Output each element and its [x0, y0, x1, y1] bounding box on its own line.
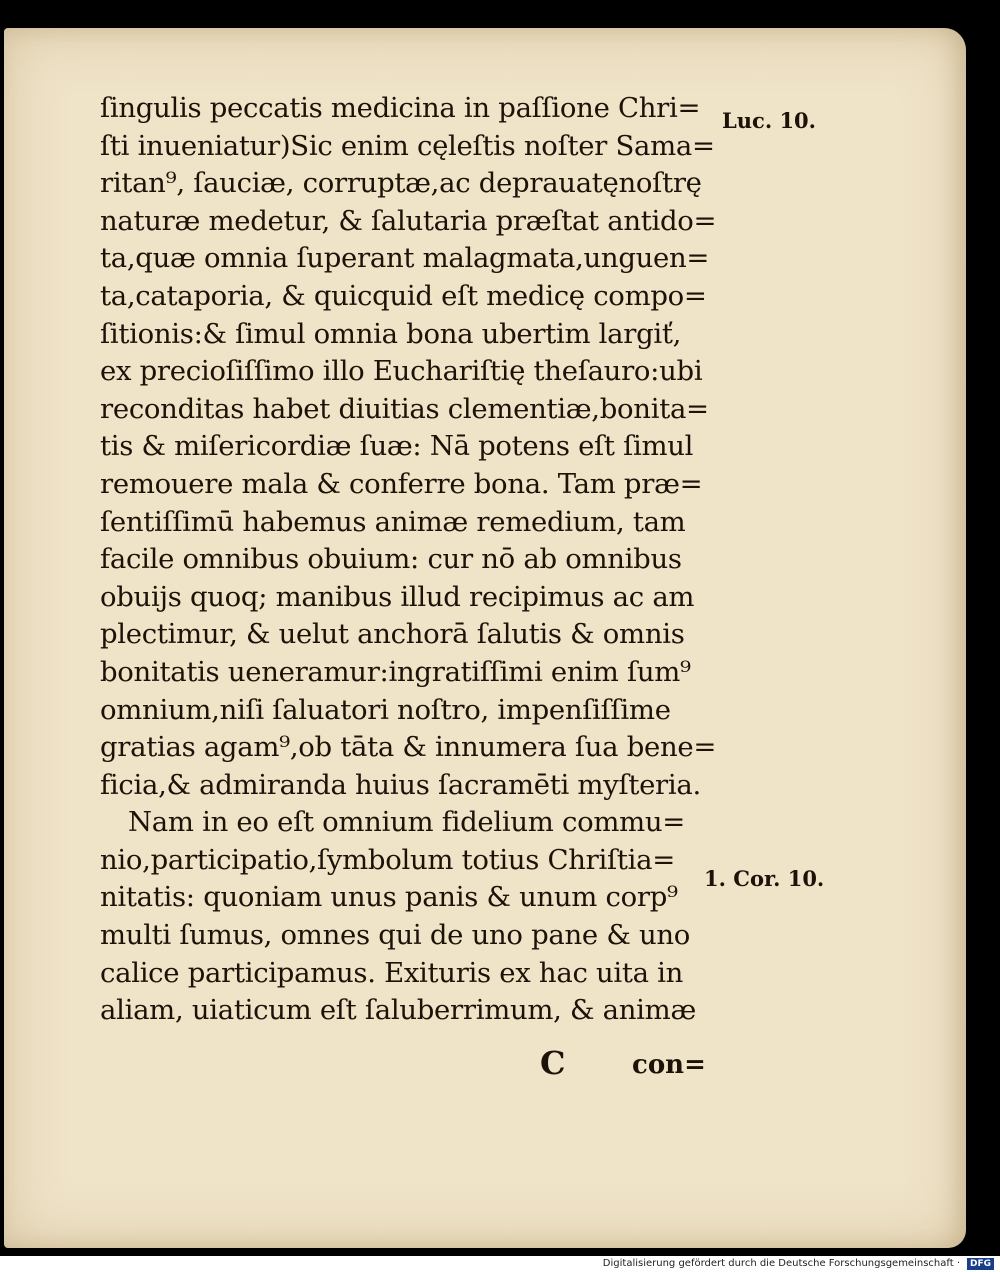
text-line: tis & miſericordiæ ſuæ: Nā potens eſt ſimul: [100, 430, 694, 463]
text-line: nitatis: quoniam unus panis & unum corp⁹: [100, 881, 678, 914]
footer-bar: [0, 1256, 1000, 1272]
text-line: ex precioſiſſimo illo Euchariſtię theſauro:ubi: [100, 355, 703, 388]
main-text-block: [100, 90, 717, 1030]
text-line: bonitatis ueneramur:ingratiſſimi enim ſum⁹: [100, 655, 691, 688]
text-line: omnium,niſi ſaluatori noſtro, impenſiſſime: [100, 693, 671, 726]
text-line: ta,quæ omnia ſuperant malagmata,unguen=: [100, 242, 710, 275]
text-line: naturæ medetur, & ſalutaria præſtat antido=: [100, 204, 717, 237]
paragraph-start-line: Nam in eo eſt omnium fidelium commu=: [128, 806, 686, 839]
text-line: ta,cataporia, & quicquid eſt medicę compo=: [100, 279, 707, 312]
text-line: gratias agam⁹,ob tāta & innumera ſua bene=: [100, 731, 717, 764]
text-line: remouere mala & conferre bona. Tam præ=: [100, 467, 703, 500]
text-line: ſti inueniatur)Sic enim cęleſtis noſter Sama=: [100, 129, 715, 162]
marginal-note-cor: 1. Cor. 10.: [704, 866, 825, 891]
text-line: ficia,& admiranda huius ſacramēti myſteria.: [100, 768, 701, 801]
funding-credit: Digitalisierung gefördert durch die Deutsche Forschungsgemeinschaft ·: [602, 1258, 960, 1269]
text-line: plectimur, & uelut anchorā ſalutis & omnis: [100, 618, 685, 651]
text-line: ſentiſſimū habemus animæ remedium, tam: [100, 505, 686, 538]
text-line: ſitionis:& ſimul omnia bona ubertim largiť,: [100, 317, 682, 350]
signature-mark: C: [540, 1044, 566, 1082]
dfg-logo: DFG: [967, 1258, 994, 1270]
text-line: ritan⁹, ſauciæ, corruptæ,ac deprauatęnoſtrę: [100, 167, 702, 200]
catchword: con=: [632, 1050, 706, 1080]
text-line: calice participamus. Exituris ex hac uita in: [100, 956, 684, 989]
page-foot: [100, 1044, 706, 1084]
text-line: multi ſumus, omnes qui de uno pane & uno: [100, 919, 691, 952]
text-line: facile omnibus obuium: cur nō ab omnibus: [100, 543, 682, 576]
book-page: [4, 28, 966, 1248]
text-line: reconditas habet diuitias clementiæ,bonita=: [100, 392, 709, 425]
text-line: nio,participatio,ſymbolum totius Chriſtia=: [100, 843, 675, 876]
marginal-note-luc: Luc. 10.: [722, 108, 816, 133]
text-line: aliam, uiaticum eſt ſaluberrimum, & animæ: [100, 994, 697, 1027]
text-line: ſingulis peccatis medicina in paſſione Chri=: [100, 92, 701, 124]
text-line: obuijs quoq; manibus illud recipimus ac am: [100, 580, 695, 613]
